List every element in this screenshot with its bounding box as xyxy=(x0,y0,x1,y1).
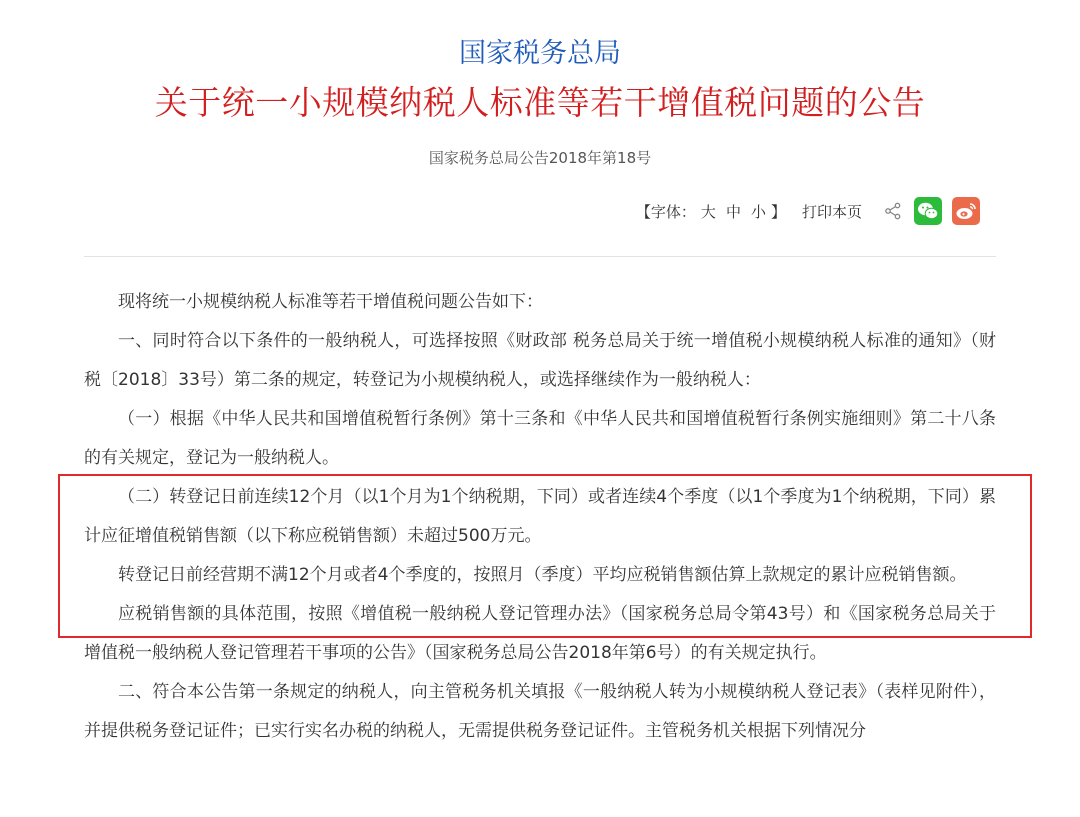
weibo-icon[interactable] xyxy=(952,197,980,225)
font-size-medium-button[interactable]: 中 xyxy=(725,202,741,221)
paragraph-item-1-2: （二）转登记日前连续12个月（以1个月为1个纳税期，下同）或者连续4个季度（以1个季度为1个纳税期，下同）累计应征增值税销售额（以下称应税销售额）未超过500万元。 xyxy=(84,487,996,546)
font-size-label-close: 】 xyxy=(770,202,786,221)
paragraph-intro: 现将统一小规模纳税人标准等若干增值税问题公告如下： xyxy=(118,292,543,312)
font-size-small-button[interactable]: 小 xyxy=(750,202,766,221)
print-page-link[interactable]: 打印本页 xyxy=(801,202,862,221)
paragraph-sales-scope: 应税销售额的具体范围，按照《增值税一般纳税人登记管理办法》（国家税务总局令第43号）和《国家税务总局关于增值税一般纳税人登记管理若干事项的公告》（国家税务总局公告2018年第6号）的有关规定执行。 xyxy=(84,604,996,663)
paragraph-item-1-1: （一）根据《中华人民共和国增值税暂行条例》第十三条和《中华人民共和国增值税暂行条例实施细则》第二十八条的有关规定，登记为一般纳税人。 xyxy=(84,409,996,468)
article-toolbar xyxy=(636,196,980,226)
article-body xyxy=(84,283,996,751)
document-number: 国家税务总局公告2018年第18号 xyxy=(428,149,652,167)
font-size-label-open: 【字体： xyxy=(635,202,696,221)
org-name: 国家税务总局 xyxy=(459,38,621,69)
font-size-large-button[interactable]: 大 xyxy=(700,202,716,221)
share-icon[interactable] xyxy=(884,202,902,220)
document-title: 关于统一小规模纳税人标准等若干增值税问题的公告 xyxy=(154,83,926,122)
header-divider xyxy=(84,256,996,257)
paragraph-item-1: 一、同时符合以下条件的一般纳税人，可选择按照《财政部 税务总局关于统一增值税小规模纳税人标准的通知》（财税〔2018〕33号）第二条的规定，转登记为小规模纳税人，或选择继续作为一般纳税人： xyxy=(84,331,996,390)
paragraph-item-1-2-note: 转登记日前经营期不满12个月或者4个季度的，按照月（季度）平均应税销售额估算上款规定的累计应税销售额。 xyxy=(118,565,967,585)
paragraph-item-2: 二、符合本公告第一条规定的纳税人，向主管税务机关填报《一般纳税人转为小规模纳税人登记表》（表样见附件），并提供税务登记证件；已实行实名办税的纳税人，无需提供税务登记证件。主管税务机关根据下列情况分 xyxy=(84,682,996,741)
wechat-icon[interactable] xyxy=(914,197,942,225)
